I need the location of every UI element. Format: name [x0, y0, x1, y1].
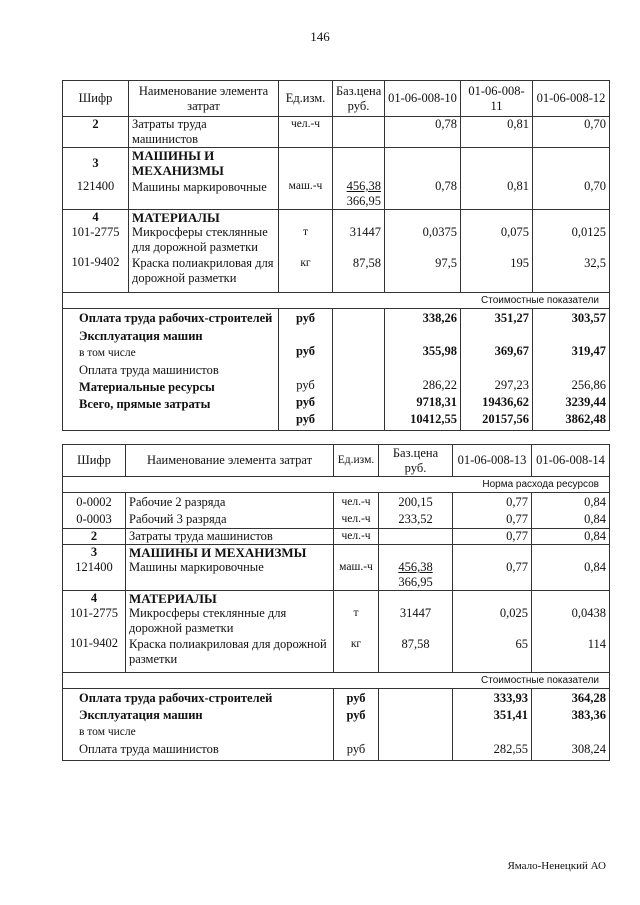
row-v2: 114: [587, 637, 606, 651]
row-v1: 0,77: [506, 512, 528, 526]
totals-block: [63, 689, 610, 761]
total-name: Всего, прямые затраты: [79, 397, 211, 411]
row-price: 87,58: [401, 637, 430, 651]
row-v2: 0,075: [500, 225, 529, 239]
row-unit: чел.-ч: [334, 529, 379, 545]
row-price: 233,52: [398, 512, 433, 526]
header-col1: 01-06-008-13: [453, 445, 532, 477]
row-price: 200,15: [398, 495, 433, 509]
row-unit: маш.-ч: [288, 180, 323, 192]
row-price-bottom: 366,95: [398, 575, 433, 589]
header-col3: 01-06-008-12: [533, 81, 610, 117]
header-col2: 01-06-008-11: [461, 81, 533, 117]
row-v3: 32,5: [584, 256, 606, 270]
row-v3: 0,70: [584, 179, 606, 193]
row-code: 101-2775: [71, 225, 120, 239]
row-code: 2: [63, 117, 129, 148]
row-unit: чел.-ч: [341, 513, 371, 525]
table-row: [63, 529, 610, 545]
row-v1: 0,77: [506, 495, 528, 509]
page-number: 146: [310, 29, 330, 44]
row-price-top: 456,38: [398, 560, 433, 574]
row-v2: 0,81: [461, 117, 533, 148]
total-v1: 333,93: [493, 691, 528, 705]
row-v3: 0,70: [533, 117, 610, 148]
region-footer: Ямало-Ненецкий АО: [507, 860, 606, 872]
resource-table-2: [62, 444, 610, 761]
row-v1: 0,0375: [422, 225, 457, 239]
row-v2: 0,84: [584, 512, 606, 526]
row-price: [379, 529, 453, 545]
total-v2: 351,27: [494, 311, 529, 325]
row-code: 101-9402: [70, 636, 118, 650]
row-name: Машины маркировочные: [132, 180, 267, 194]
row-code: 0-0002: [76, 495, 112, 509]
table-row: [63, 148, 610, 210]
total-v3: 319,47: [571, 344, 606, 358]
row-price-top: 456,38: [346, 179, 381, 193]
row-price: 31447: [399, 606, 432, 620]
total-v1: 282,55: [493, 742, 528, 756]
total-name: Оплата труда рабочих-строителей: [79, 311, 273, 325]
row-name: Затраты труда машинистов: [126, 529, 334, 545]
total-v1: 286,22: [422, 378, 457, 392]
row-code: 101-2775: [70, 606, 118, 620]
row-v3: 0,0125: [571, 225, 606, 239]
row-v1: 0,025: [499, 606, 528, 620]
section-title: МАШИНЫ И МЕХАНИЗМЫ: [132, 148, 224, 178]
row-code: 0-0003: [76, 512, 112, 526]
total-unit: руб: [346, 742, 366, 756]
header-name: Наименование элемента затрат: [129, 81, 279, 117]
total-name: Эксплуатация машин: [79, 708, 203, 722]
total-v2: 19436,62: [482, 395, 529, 409]
table-row: [63, 545, 610, 591]
row-unit: т: [302, 226, 309, 238]
section-code: 4: [92, 210, 99, 224]
resource-table-1: [62, 80, 610, 431]
table-row: [63, 117, 610, 148]
header-code: Шифр: [63, 445, 126, 477]
header-unit: Ед.изм.: [334, 445, 379, 477]
total-v2: 369,67: [494, 344, 529, 358]
norm-label-row: [63, 477, 610, 493]
total-unit: руб: [295, 395, 316, 409]
row-code: 2: [63, 529, 126, 545]
total-name: в том числе: [79, 726, 136, 738]
row-unit: чел.-ч: [279, 117, 333, 148]
totals-block: [63, 309, 610, 431]
section-title: МАТЕРИАЛЫ: [132, 210, 220, 225]
total-v1: 351,41: [493, 708, 528, 722]
header-code: Шифр: [63, 81, 129, 117]
row-code: 121400: [75, 560, 113, 574]
total-name: Оплата труда машинистов: [79, 363, 219, 377]
table-row: [63, 210, 610, 293]
row-code: 101-9402: [71, 255, 120, 269]
total-v1: 10412,55: [410, 412, 457, 426]
section-title: МАТЕРИАЛЫ: [129, 591, 217, 606]
total-v2: 364,28: [571, 691, 606, 705]
header-base-price: Баз.цена руб.: [333, 81, 385, 117]
row-price: 87,58: [352, 256, 381, 270]
total-name: Материальные ресурсы: [79, 380, 215, 394]
total-unit: руб: [296, 378, 315, 392]
total-v2: 20157,56: [482, 412, 529, 426]
section-label: Стоимостные показатели: [63, 293, 610, 309]
row-v1: 0,77: [453, 529, 532, 545]
row-price-bottom: 366,95: [346, 194, 381, 208]
row-v2: 0,84: [532, 529, 610, 545]
row-unit: чел.-ч: [341, 496, 371, 508]
section-label-row: [63, 293, 610, 309]
total-name: в том числе: [79, 347, 136, 359]
header-name: Наименование элемента затрат: [126, 445, 334, 477]
row-unit: кг: [300, 257, 311, 269]
row-unit: т: [353, 607, 359, 619]
row-v1: 97,5: [435, 256, 457, 270]
total-v1: 355,98: [422, 344, 457, 358]
row-name: Рабочие 2 разряда: [129, 495, 226, 509]
row-v1: 65: [515, 637, 528, 651]
table-header-row: [63, 445, 610, 477]
header-base-price: Баз.цена руб.: [379, 445, 453, 477]
row-v2: 0,81: [507, 179, 529, 193]
row-code: 121400: [76, 179, 115, 193]
total-v3: 3239,44: [565, 395, 606, 409]
section-label-row: [63, 673, 610, 689]
row-v2: 0,84: [584, 560, 606, 574]
total-name: Оплата труда машинистов: [79, 742, 219, 756]
header-unit: Ед.изм.: [279, 81, 333, 117]
row-price: [333, 117, 385, 148]
row-v2: 0,0438: [571, 606, 606, 620]
total-unit: руб: [295, 311, 316, 325]
total-v1: 338,26: [422, 311, 457, 325]
total-v3: 3862,48: [565, 412, 606, 426]
row-name: Микросферы стеклянные для дорожной разметки: [132, 225, 268, 254]
total-v2: 297,23: [494, 378, 529, 392]
norm-label: Норма расхода ресурсов: [63, 477, 610, 493]
row-name: Микросферы стеклянные для дорожной разметки: [129, 606, 287, 635]
row-name: Рабочий 3 разряда: [129, 512, 227, 526]
section-title: МАШИНЫ И МЕХАНИЗМЫ: [129, 545, 307, 560]
row-name: Краска полиакриловая для дорожной разметки: [129, 637, 327, 666]
row-name: Машины маркировочные: [129, 560, 264, 574]
table-header-row: [63, 81, 610, 117]
row-v1: 0,78: [435, 179, 457, 193]
row-v2: 0,84: [584, 495, 606, 509]
row-name: Краска полиакриловая для дорожной разметки: [132, 256, 274, 285]
total-v3: 256,86: [571, 378, 606, 392]
row-v1: 0,77: [506, 560, 528, 574]
section-code: 3: [92, 156, 99, 170]
row-v2: 195: [510, 256, 529, 270]
section-code: 3: [90, 545, 98, 559]
total-unit: руб: [346, 708, 366, 722]
total-unit: руб: [295, 344, 316, 358]
total-v2: 383,36: [571, 708, 606, 722]
total-unit: руб: [295, 412, 316, 426]
total-name: Эксплуатация машин: [79, 329, 203, 343]
row-unit: маш.-ч: [339, 561, 373, 573]
total-v2: 308,24: [571, 742, 606, 756]
header-col2: 01-06-008-14: [532, 445, 610, 477]
row-v1: 0,78: [385, 117, 461, 148]
section-code: 4: [90, 591, 98, 605]
section-label: Стоимостные показатели: [63, 673, 610, 689]
row-unit: кг: [350, 638, 362, 650]
table-row: [63, 591, 610, 673]
total-unit: руб: [346, 691, 366, 705]
row-name: Затраты труда машинистов: [129, 117, 279, 148]
table-row: [63, 493, 610, 529]
total-name: Оплата труда рабочих-строителей: [79, 691, 273, 705]
total-v1: 9718,31: [416, 395, 457, 409]
header-col1: 01-06-008-10: [385, 81, 461, 117]
row-price: 31447: [349, 225, 381, 239]
total-v3: 303,57: [571, 311, 606, 325]
